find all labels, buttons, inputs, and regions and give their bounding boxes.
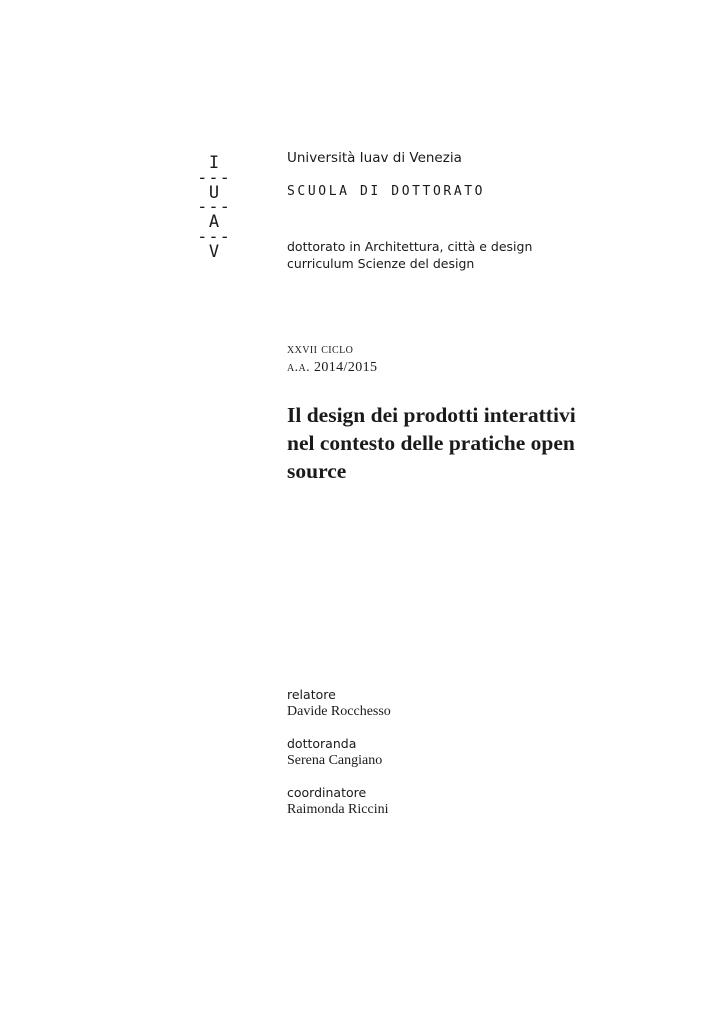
academic-year: a.a. 2014/2015 [287,360,378,375]
people-list [287,686,391,833]
person-name: Serena Cangiano [287,753,383,768]
person-name: Raimonda Riccini [287,802,389,817]
relatore-block [287,686,391,721]
cycle-info [287,341,377,377]
title-line: nel contesto delle pratiche open [287,431,575,455]
logo-letter-v: V [208,241,220,262]
cycle-number: xxvii ciclo [287,342,354,357]
logo-separator: --- [197,197,231,218]
university-name: Università Iuav di Venezia [287,150,462,166]
role-label: relatore [287,687,336,702]
person-name: Davide Rocchesso [287,704,391,719]
dottoranda-block [287,735,391,770]
logo-letter-u: U [208,182,220,203]
curriculum-line: curriculum Scienze del design [287,256,475,271]
logo-separator: --- [197,226,231,247]
title-line: Il design dei prodotti interattivi [287,403,576,427]
coordinatore-block [287,784,391,819]
thesis-title [287,401,617,485]
logo-separator: --- [197,167,231,188]
program-info [287,238,532,272]
role-label: dottoranda [287,736,357,751]
title-line: source [287,459,347,483]
role-label: coordinatore [287,785,367,800]
iuav-logo [196,153,232,262]
logo-letter-a: A [208,212,220,233]
school-name: SCUOLA DI DOTTORATO [287,184,486,199]
logo-letter-i: I [208,153,220,173]
program-line: dottorato in Architettura, città e design [287,239,533,254]
